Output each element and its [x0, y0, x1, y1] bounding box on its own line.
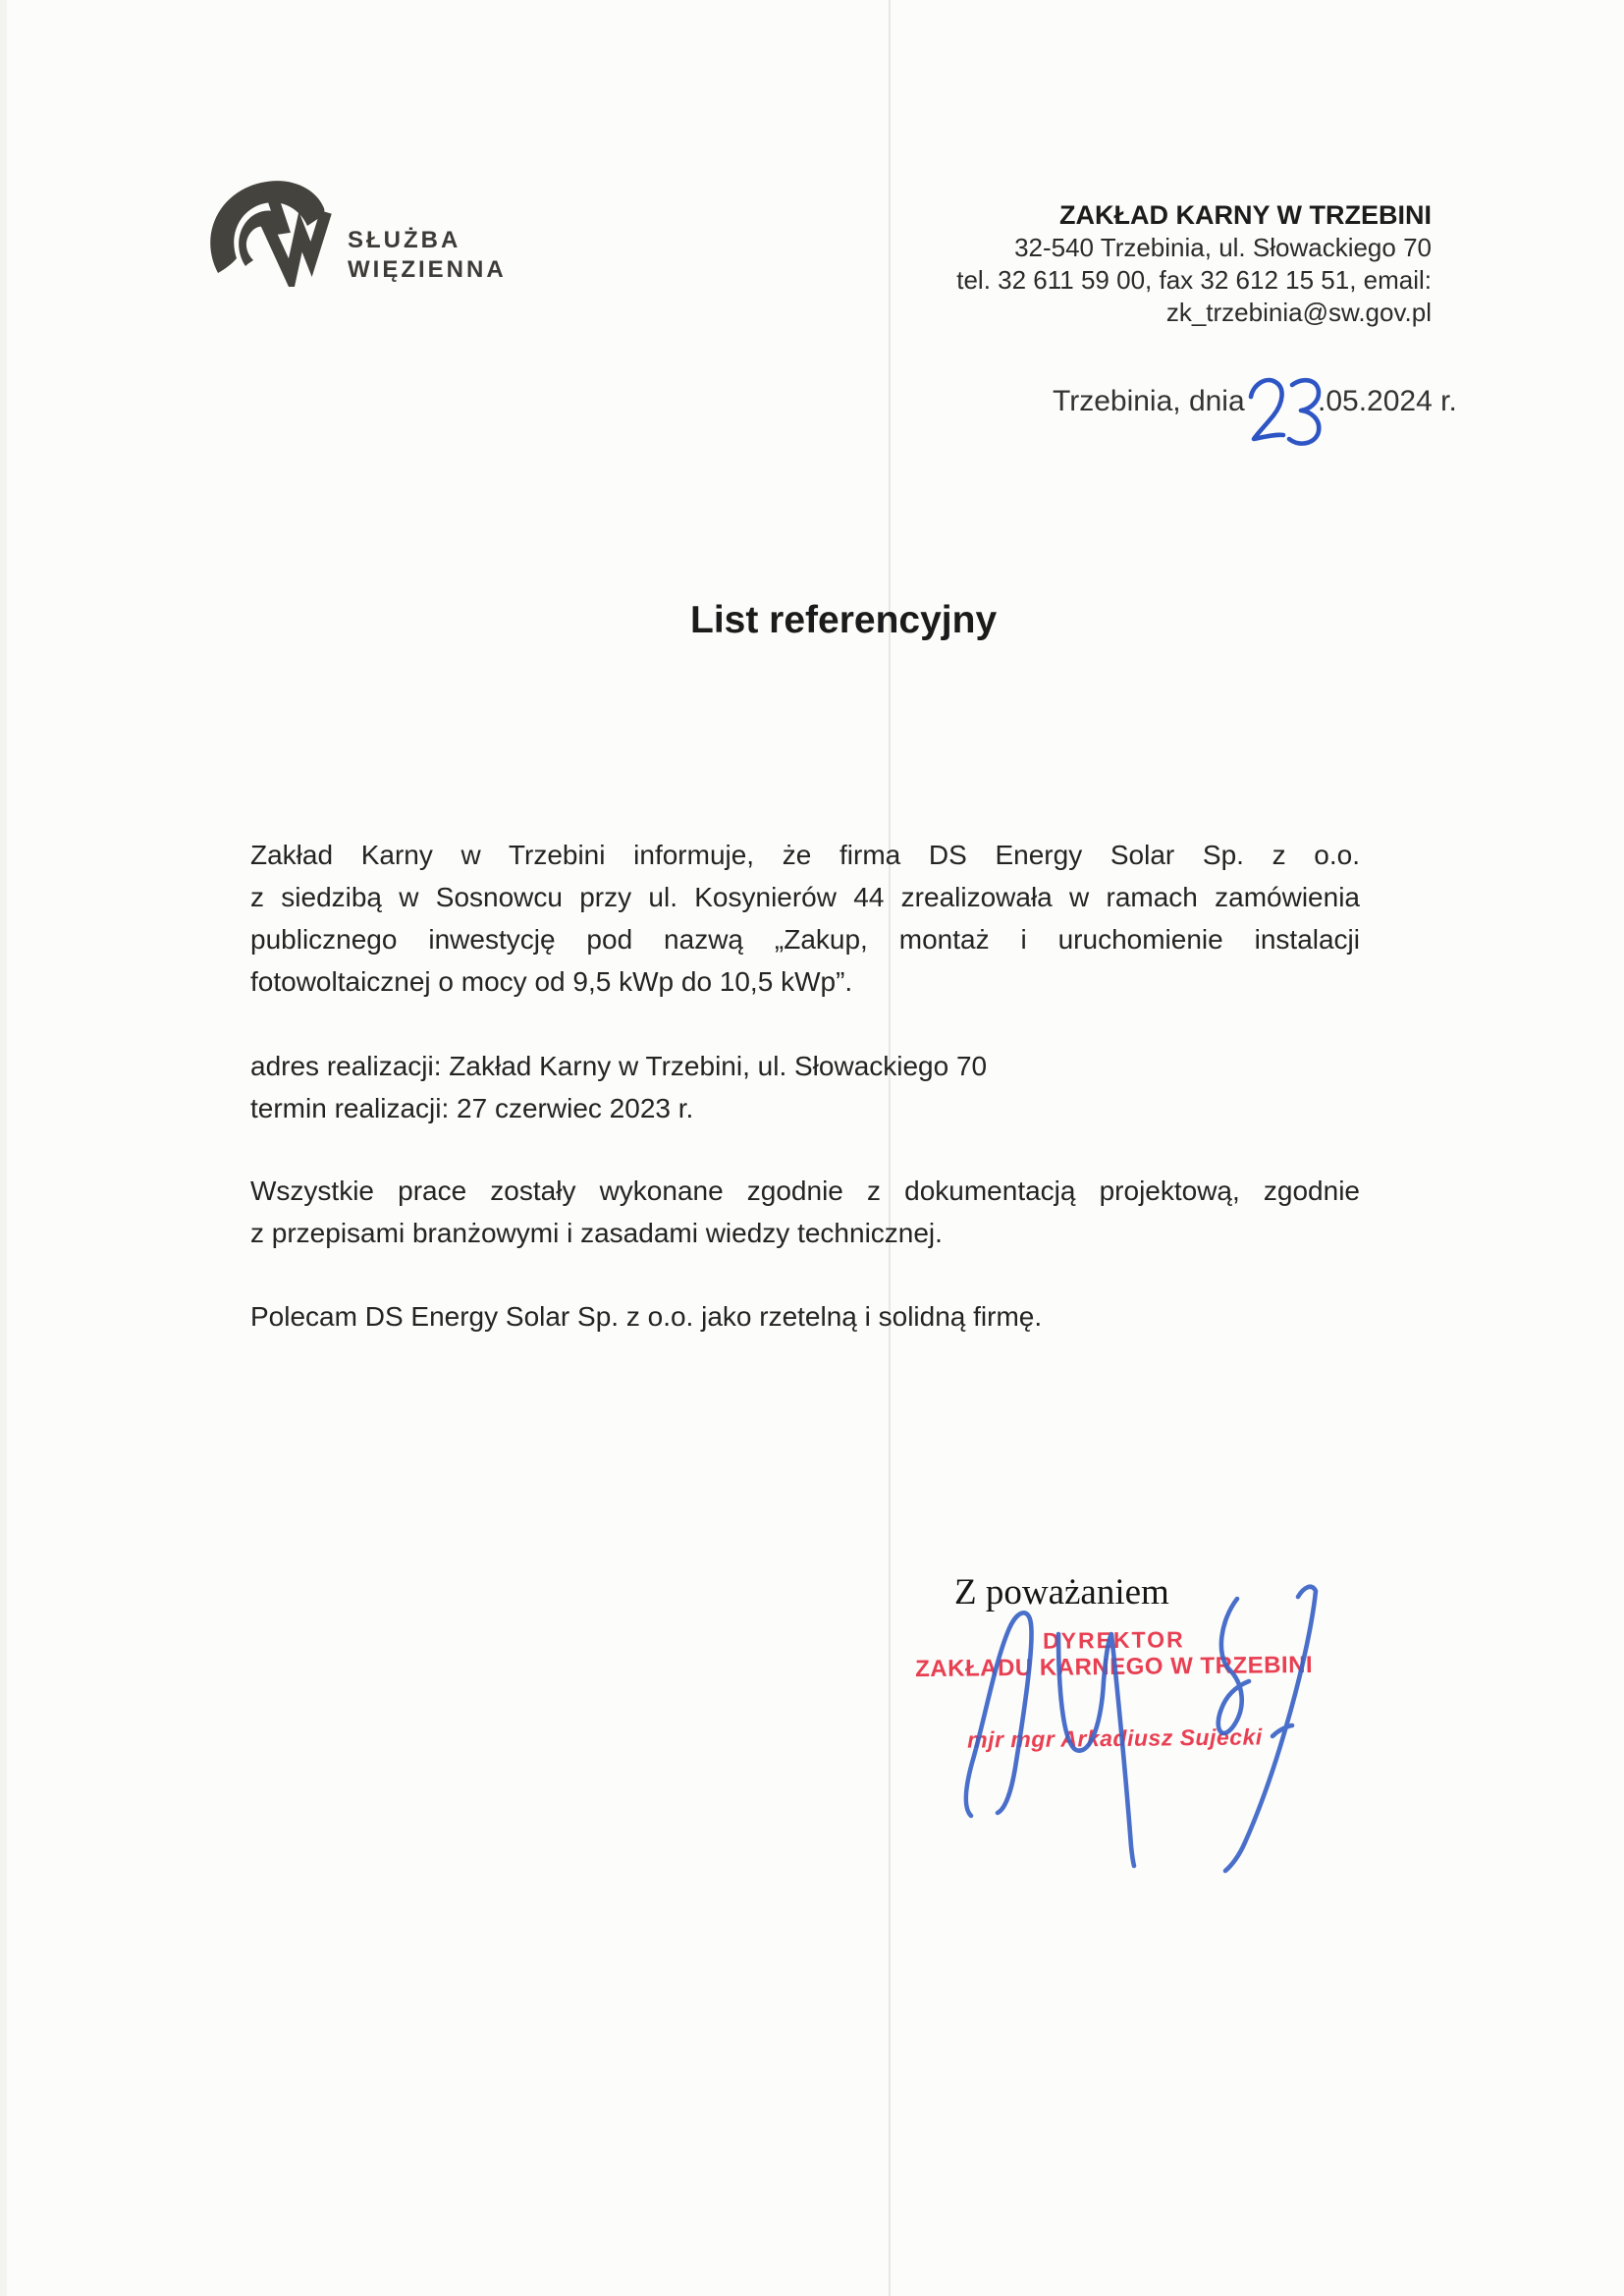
realization-term-line: termin realizacji: 27 czerwiec 2023 r. [250, 1093, 694, 1123]
stamp-line3: mjr mgr Arkadiusz Sujecki [967, 1723, 1263, 1753]
org-name: ZAKŁAD KARNY W TRZEBINI [1059, 200, 1432, 230]
letter-title: List referencyjny [690, 599, 998, 641]
scan-fold-line [889, 0, 891, 2296]
paragraph1-line3: publicznego inwestycję pod nazwą „Zakup, montaż i uruchomienie instalacji [250, 924, 1360, 955]
paragraph3-line2: z przepisami branżowymi i zasadami wiedzy technicznej. [250, 1218, 943, 1248]
org-address: 32-540 Trzebinia, ul. Słowackiego 70 [1014, 233, 1432, 262]
stamp-line2: ZAKŁADU KARNEGO W TRZEBINI [915, 1651, 1314, 1683]
org-header [685, 199, 1432, 329]
sluzba-wiezienna-logo-icon [206, 175, 338, 287]
dateline-prefix: Trzebinia, dnia [1053, 385, 1245, 417]
closing-salutation: Z poważaniem [954, 1572, 1169, 1613]
paragraph1-line4: fotowoltaicznej o mocy od 9,5 kWp do 10,5 kWp”. [250, 966, 853, 997]
dateline-suffix: .05.2024 r. [1318, 385, 1457, 417]
org-contact: tel. 32 611 59 00, fax 32 612 15 51, email: zk_trzebinia@sw.gov.pl [956, 265, 1432, 327]
logo-caption-line1: SŁUŻBA [348, 227, 461, 253]
logo-caption [348, 226, 507, 285]
scan-edge-shadow [0, 0, 7, 2296]
realization-address-line: adres realizacji: Zakład Karny w Trzebini, ul. Słowackiego 70 [250, 1051, 988, 1081]
paragraph3-line1: Wszystkie prace zostały wykonane zgodnie z dokumentacją projektową, zgodnie [250, 1175, 1360, 1206]
signature-ink [923, 1569, 1335, 1893]
paragraph1-line2: z siedzibą w Sosnowcu przy ul. Kosynierów 44 zrealizowała w ramach zamówienia [250, 882, 1360, 912]
paragraph1-line1: Zakład Karny w Trzebini informuje, że firma DS Energy Solar Sp. z o.o. [250, 840, 1360, 870]
stamp-line1: DYREKTOR [1042, 1626, 1185, 1654]
logo-caption-line2: WIĘZIENNA [348, 256, 507, 283]
recommendation-line: Polecam DS Energy Solar Sp. z o.o. jako rzetelną i solidną firmę. [250, 1301, 1043, 1332]
